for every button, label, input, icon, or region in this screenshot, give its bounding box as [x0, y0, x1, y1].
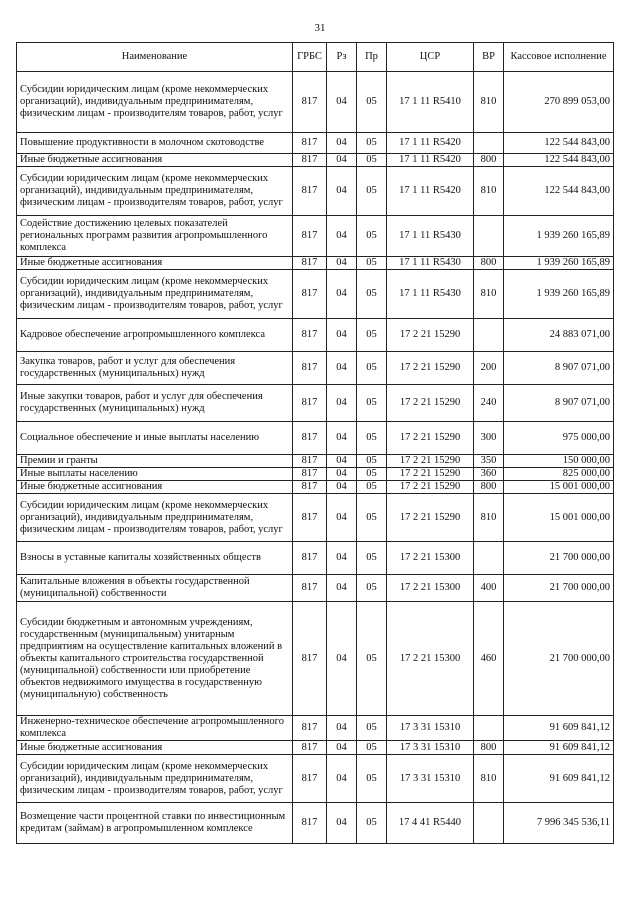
cell-amount: 91 609 841,12 — [504, 741, 614, 755]
cell-name: Закупка товаров, работ и услуг для обеспечения государственных (муниципальных) нужд — [17, 352, 293, 385]
table-body — [17, 72, 614, 844]
cell-rz: 04 — [327, 422, 357, 455]
table-row — [17, 319, 614, 352]
cell-csr: 17 1 11 R5430 — [387, 270, 474, 319]
cell-grbs: 817 — [293, 494, 327, 542]
cell-pr: 05 — [357, 72, 387, 133]
cell-amount: 15 001 000,00 — [504, 481, 614, 494]
cell-amount: 21 700 000,00 — [504, 542, 614, 575]
cell-rz: 04 — [327, 468, 357, 481]
cell-rz: 04 — [327, 542, 357, 575]
cell-pr: 05 — [357, 542, 387, 575]
cell-vr — [474, 216, 504, 257]
cell-csr: 17 2 21 15290 — [387, 422, 474, 455]
cell-name: Инженерно-техническое обеспечение агропромышленного комплекса — [17, 716, 293, 741]
cell-name: Иные закупки товаров, работ и услуг для обеспечения государственных (муниципальных) нужд — [17, 385, 293, 422]
table-row — [17, 216, 614, 257]
cell-pr: 05 — [357, 468, 387, 481]
cell-pr: 05 — [357, 755, 387, 803]
cell-name: Субсидии юридическим лицам (кроме некоммерческих организаций), индивидуальным предпринимателям, физическим лицам - производителям товаров, работ, услуг — [17, 755, 293, 803]
table-row — [17, 257, 614, 270]
cell-name: Кадровое обеспечение агропромышленного комплекса — [17, 319, 293, 352]
cell-rz: 04 — [327, 385, 357, 422]
cell-pr: 05 — [357, 602, 387, 716]
table-row — [17, 133, 614, 154]
table-row — [17, 542, 614, 575]
cell-vr: 810 — [474, 494, 504, 542]
cell-grbs: 817 — [293, 133, 327, 154]
cell-pr: 05 — [357, 575, 387, 602]
table-row — [17, 602, 614, 716]
cell-pr: 05 — [357, 154, 387, 167]
table-row — [17, 716, 614, 741]
cell-grbs: 817 — [293, 270, 327, 319]
cell-pr: 05 — [357, 741, 387, 755]
cell-grbs: 817 — [293, 481, 327, 494]
cell-name: Субсидии юридическим лицам (кроме некоммерческих организаций), индивидуальным предпринимателям, физическим лицам - производителям товаров, работ, услуг — [17, 72, 293, 133]
cell-vr — [474, 133, 504, 154]
cell-amount: 91 609 841,12 — [504, 716, 614, 741]
cell-vr: 800 — [474, 481, 504, 494]
cell-grbs: 817 — [293, 385, 327, 422]
cell-name: Иные выплаты населению — [17, 468, 293, 481]
cell-vr: 360 — [474, 468, 504, 481]
cell-pr: 05 — [357, 257, 387, 270]
cell-pr: 05 — [357, 494, 387, 542]
table-row — [17, 803, 614, 844]
cell-amount: 15 001 000,00 — [504, 494, 614, 542]
cell-grbs: 817 — [293, 216, 327, 257]
cell-vr: 460 — [474, 602, 504, 716]
page-number: 31 — [314, 22, 326, 34]
header-rz: Рз — [327, 43, 357, 72]
cell-grbs: 817 — [293, 716, 327, 741]
cell-amount: 150 000,00 — [504, 455, 614, 468]
cell-amount: 8 907 071,00 — [504, 352, 614, 385]
cell-csr: 17 2 21 15290 — [387, 468, 474, 481]
cell-grbs: 817 — [293, 422, 327, 455]
table-row — [17, 481, 614, 494]
cell-vr: 800 — [474, 741, 504, 755]
cell-rz: 04 — [327, 716, 357, 741]
cell-csr: 17 1 11 R5430 — [387, 257, 474, 270]
cell-name: Иные бюджетные ассигнования — [17, 481, 293, 494]
table-row — [17, 422, 614, 455]
cell-name: Повышение продуктивности в молочном скотоводстве — [17, 133, 293, 154]
cell-pr: 05 — [357, 481, 387, 494]
cell-csr: 17 2 21 15290 — [387, 385, 474, 422]
cell-csr: 17 3 31 15310 — [387, 755, 474, 803]
cell-grbs: 817 — [293, 154, 327, 167]
cell-grbs: 817 — [293, 803, 327, 844]
cell-csr: 17 2 21 15290 — [387, 481, 474, 494]
cell-amount: 1 939 260 165,89 — [504, 257, 614, 270]
table-row — [17, 494, 614, 542]
header-name: Наименование — [17, 43, 293, 72]
cell-rz: 04 — [327, 455, 357, 468]
cell-vr: 800 — [474, 154, 504, 167]
cell-vr: 810 — [474, 755, 504, 803]
cell-pr: 05 — [357, 270, 387, 319]
cell-csr: 17 2 21 15290 — [387, 352, 474, 385]
cell-pr: 05 — [357, 422, 387, 455]
cell-vr: 200 — [474, 352, 504, 385]
table-row — [17, 468, 614, 481]
cell-pr: 05 — [357, 133, 387, 154]
cell-rz: 04 — [327, 575, 357, 602]
cell-name: Премии и гранты — [17, 455, 293, 468]
cell-name: Иные бюджетные ассигнования — [17, 154, 293, 167]
cell-amount: 91 609 841,12 — [504, 755, 614, 803]
cell-vr: 800 — [474, 257, 504, 270]
cell-rz: 04 — [327, 167, 357, 216]
cell-vr: 810 — [474, 72, 504, 133]
cell-rz: 04 — [327, 319, 357, 352]
cell-rz: 04 — [327, 133, 357, 154]
cell-csr: 17 2 21 15290 — [387, 494, 474, 542]
cell-csr: 17 1 11 R5420 — [387, 133, 474, 154]
cell-rz: 04 — [327, 154, 357, 167]
cell-grbs: 817 — [293, 468, 327, 481]
cell-grbs: 817 — [293, 542, 327, 575]
cell-name: Субсидии юридическим лицам (кроме некоммерческих организаций), индивидуальным предпринимателям, физическим лицам - производителям товаров, работ, услуг — [17, 270, 293, 319]
budget-table — [16, 42, 614, 844]
cell-csr: 17 2 21 15300 — [387, 542, 474, 575]
cell-csr: 17 2 21 15300 — [387, 575, 474, 602]
cell-rz: 04 — [327, 216, 357, 257]
cell-amount: 24 883 071,00 — [504, 319, 614, 352]
table-row — [17, 352, 614, 385]
cell-amount: 122 544 843,00 — [504, 133, 614, 154]
cell-rz: 04 — [327, 741, 357, 755]
cell-csr: 17 1 11 R5420 — [387, 154, 474, 167]
table-row — [17, 72, 614, 133]
cell-vr — [474, 319, 504, 352]
table-row — [17, 270, 614, 319]
cell-rz: 04 — [327, 494, 357, 542]
cell-csr: 17 4 41 R5440 — [387, 803, 474, 844]
cell-grbs: 817 — [293, 755, 327, 803]
cell-pr: 05 — [357, 319, 387, 352]
cell-grbs: 817 — [293, 167, 327, 216]
header-pr: Пр — [357, 43, 387, 72]
cell-amount: 8 907 071,00 — [504, 385, 614, 422]
cell-name: Взносы в уставные капиталы хозяйственных обществ — [17, 542, 293, 575]
cell-rz: 04 — [327, 257, 357, 270]
table-row — [17, 154, 614, 167]
cell-csr: 17 3 31 15310 — [387, 741, 474, 755]
cell-amount: 825 000,00 — [504, 468, 614, 481]
cell-grbs: 817 — [293, 72, 327, 133]
cell-vr: 300 — [474, 422, 504, 455]
cell-grbs: 817 — [293, 257, 327, 270]
cell-name: Возмещение части процентной ставки по инвестиционным кредитам (займам) в агропромышленном комплексе — [17, 803, 293, 844]
cell-grbs: 817 — [293, 741, 327, 755]
cell-pr: 05 — [357, 455, 387, 468]
cell-name: Субсидии бюджетным и автономным учреждениям, государственным (муниципальным) унитарным предприятиям на осуществление капитальных вложений в объекты капитального строительства государственной (муниципальной) собственности или приобретение объектов недвижимого имущества в государственную (муниципальную) собственность — [17, 602, 293, 716]
cell-csr: 17 2 21 15290 — [387, 319, 474, 352]
cell-grbs: 817 — [293, 319, 327, 352]
table-row — [17, 755, 614, 803]
table-row — [17, 455, 614, 468]
cell-amount: 21 700 000,00 — [504, 575, 614, 602]
cell-amount: 122 544 843,00 — [504, 154, 614, 167]
cell-rz: 04 — [327, 602, 357, 716]
cell-amount: 1 939 260 165,89 — [504, 270, 614, 319]
cell-pr: 05 — [357, 385, 387, 422]
cell-rz: 04 — [327, 352, 357, 385]
cell-rz: 04 — [327, 803, 357, 844]
cell-pr: 05 — [357, 167, 387, 216]
table-header-row — [17, 43, 614, 72]
cell-csr: 17 1 11 R5430 — [387, 216, 474, 257]
cell-vr — [474, 542, 504, 575]
cell-pr: 05 — [357, 352, 387, 385]
cell-amount: 975 000,00 — [504, 422, 614, 455]
cell-grbs: 817 — [293, 455, 327, 468]
cell-name: Содействие достижению целевых показателей региональных программ развития агропромышленного комплекса — [17, 216, 293, 257]
cell-pr: 05 — [357, 803, 387, 844]
cell-name: Социальное обеспечение и иные выплаты населению — [17, 422, 293, 455]
cell-csr: 17 2 21 15300 — [387, 602, 474, 716]
cell-amount: 270 899 053,00 — [504, 72, 614, 133]
cell-csr: 17 1 11 R5410 — [387, 72, 474, 133]
header-amount: Кассовое исполнение — [504, 43, 614, 72]
cell-csr: 17 3 31 15310 — [387, 716, 474, 741]
cell-amount: 7 996 345 536,11 — [504, 803, 614, 844]
cell-pr: 05 — [357, 216, 387, 257]
cell-rz: 04 — [327, 270, 357, 319]
cell-grbs: 817 — [293, 575, 327, 602]
cell-name: Субсидии юридическим лицам (кроме некоммерческих организаций), индивидуальным предпринимателям, физическим лицам - производителям товаров, работ, услуг — [17, 494, 293, 542]
cell-rz: 04 — [327, 755, 357, 803]
cell-csr: 17 2 21 15290 — [387, 455, 474, 468]
cell-amount: 21 700 000,00 — [504, 602, 614, 716]
cell-grbs: 817 — [293, 602, 327, 716]
cell-name: Капитальные вложения в объекты государственной (муниципальной) собственности — [17, 575, 293, 602]
cell-name: Субсидии юридическим лицам (кроме некоммерческих организаций), индивидуальным предпринимателям, физическим лицам - производителям товаров, работ, услуг — [17, 167, 293, 216]
table-row — [17, 575, 614, 602]
cell-vr: 240 — [474, 385, 504, 422]
cell-vr: 810 — [474, 167, 504, 216]
cell-rz: 04 — [327, 72, 357, 133]
cell-pr: 05 — [357, 716, 387, 741]
cell-csr: 17 1 11 R5420 — [387, 167, 474, 216]
cell-grbs: 817 — [293, 352, 327, 385]
header-vr: ВР — [474, 43, 504, 72]
cell-vr: 400 — [474, 575, 504, 602]
cell-amount: 1 939 260 165,89 — [504, 216, 614, 257]
header-grbs: ГРБС — [293, 43, 327, 72]
header-csr: ЦСР — [387, 43, 474, 72]
cell-vr — [474, 803, 504, 844]
table-row — [17, 167, 614, 216]
cell-amount: 122 544 843,00 — [504, 167, 614, 216]
cell-rz: 04 — [327, 481, 357, 494]
cell-vr — [474, 716, 504, 741]
table-row — [17, 741, 614, 755]
cell-vr: 810 — [474, 270, 504, 319]
cell-name: Иные бюджетные ассигнования — [17, 257, 293, 270]
cell-name: Иные бюджетные ассигнования — [17, 741, 293, 755]
table-row — [17, 385, 614, 422]
cell-vr: 350 — [474, 455, 504, 468]
